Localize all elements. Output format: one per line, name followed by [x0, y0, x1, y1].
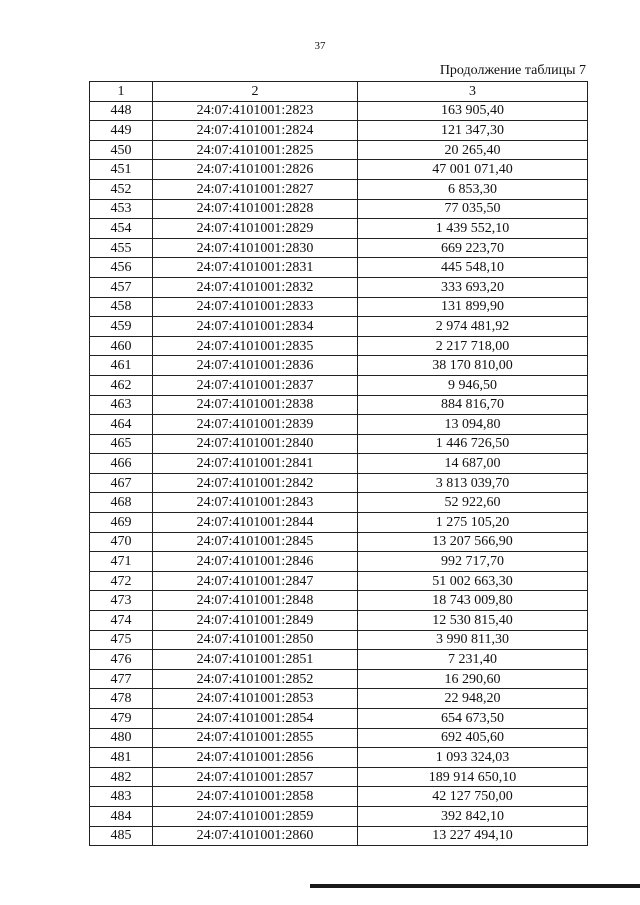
table-row [90, 415, 588, 435]
row-number-cell: 469 [90, 513, 153, 533]
table-row [90, 356, 588, 376]
row-number-cell: 479 [90, 709, 153, 729]
row-number-cell: 482 [90, 767, 153, 787]
row-number-cell: 460 [90, 336, 153, 356]
row-number-cell: 464 [90, 415, 153, 435]
row-number-cell: 481 [90, 748, 153, 768]
row-number-cell: 465 [90, 434, 153, 454]
value-cell: 3 990 811,30 [358, 630, 588, 650]
cadastral-number-cell: 24:07:4101001:2840 [153, 434, 358, 454]
value-cell: 692 405,60 [358, 728, 588, 748]
cadastral-number-cell: 24:07:4101001:2827 [153, 179, 358, 199]
cadastral-number-cell: 24:07:4101001:2857 [153, 767, 358, 787]
table-row [90, 140, 588, 160]
cadastral-number-cell: 24:07:4101001:2851 [153, 650, 358, 670]
value-cell: 7 231,40 [358, 650, 588, 670]
row-number-cell: 463 [90, 395, 153, 415]
cadastral-number-cell: 24:07:4101001:2834 [153, 317, 358, 337]
row-number-cell: 480 [90, 728, 153, 748]
table-row [90, 336, 588, 356]
table-row [90, 434, 588, 454]
cadastral-number-cell: 24:07:4101001:2855 [153, 728, 358, 748]
cadastral-number-cell: 24:07:4101001:2859 [153, 806, 358, 826]
cadastral-number-cell: 24:07:4101001:2845 [153, 532, 358, 552]
cadastral-number-cell: 24:07:4101001:2854 [153, 709, 358, 729]
row-number-cell: 457 [90, 277, 153, 297]
table-row [90, 748, 588, 768]
value-cell: 13 094,80 [358, 415, 588, 435]
value-cell: 9 946,50 [358, 375, 588, 395]
table-row [90, 650, 588, 670]
value-cell: 52 922,60 [358, 493, 588, 513]
table-row [90, 121, 588, 141]
value-cell: 121 347,30 [358, 121, 588, 141]
row-number-cell: 461 [90, 356, 153, 376]
row-number-cell: 473 [90, 591, 153, 611]
data-table [89, 81, 588, 846]
row-number-cell: 468 [90, 493, 153, 513]
cadastral-number-cell: 24:07:4101001:2849 [153, 611, 358, 631]
page-number: 37 [314, 40, 326, 52]
row-number-cell: 472 [90, 571, 153, 591]
table-row [90, 238, 588, 258]
value-cell: 1 093 324,03 [358, 748, 588, 768]
cadastral-number-cell: 24:07:4101001:2823 [153, 101, 358, 121]
value-cell: 1 439 552,10 [358, 219, 588, 239]
row-number-cell: 470 [90, 532, 153, 552]
row-number-cell: 474 [90, 611, 153, 631]
column-header: 1 [90, 82, 153, 102]
cadastral-number-cell: 24:07:4101001:2839 [153, 415, 358, 435]
value-cell: 3 813 039,70 [358, 473, 588, 493]
table-row [90, 317, 588, 337]
table-row [90, 101, 588, 121]
row-number-cell: 475 [90, 630, 153, 650]
row-number-cell: 471 [90, 552, 153, 572]
row-number-cell: 478 [90, 689, 153, 709]
value-cell: 992 717,70 [358, 552, 588, 572]
table-row [90, 199, 588, 219]
table-row [90, 552, 588, 572]
cadastral-number-cell: 24:07:4101001:2836 [153, 356, 358, 376]
value-cell: 163 905,40 [358, 101, 588, 121]
cadastral-number-cell: 24:07:4101001:2852 [153, 669, 358, 689]
cadastral-number-cell: 24:07:4101001:2842 [153, 473, 358, 493]
row-number-cell: 448 [90, 101, 153, 121]
table-header-row [90, 82, 588, 102]
table-row [90, 473, 588, 493]
table-row [90, 297, 588, 317]
table-row [90, 728, 588, 748]
row-number-cell: 454 [90, 219, 153, 239]
cadastral-number-cell: 24:07:4101001:2826 [153, 160, 358, 180]
row-number-cell: 466 [90, 454, 153, 474]
cadastral-number-cell: 24:07:4101001:2831 [153, 258, 358, 278]
row-number-cell: 452 [90, 179, 153, 199]
value-cell: 1 446 726,50 [358, 434, 588, 454]
value-cell: 131 899,90 [358, 297, 588, 317]
table-row [90, 630, 588, 650]
row-number-cell: 455 [90, 238, 153, 258]
value-cell: 669 223,70 [358, 238, 588, 258]
value-cell: 51 002 663,30 [358, 571, 588, 591]
cadastral-number-cell: 24:07:4101001:2828 [153, 199, 358, 219]
value-cell: 654 673,50 [358, 709, 588, 729]
table-row [90, 806, 588, 826]
value-cell: 16 290,60 [358, 669, 588, 689]
value-cell: 77 035,50 [358, 199, 588, 219]
row-number-cell: 458 [90, 297, 153, 317]
cadastral-number-cell: 24:07:4101001:2830 [153, 238, 358, 258]
value-cell: 14 687,00 [358, 454, 588, 474]
value-cell: 18 743 009,80 [358, 591, 588, 611]
cadastral-number-cell: 24:07:4101001:2835 [153, 336, 358, 356]
cadastral-number-cell: 24:07:4101001:2846 [153, 552, 358, 572]
column-header: 2 [153, 82, 358, 102]
cadastral-number-cell: 24:07:4101001:2837 [153, 375, 358, 395]
cadastral-number-cell: 24:07:4101001:2832 [153, 277, 358, 297]
value-cell: 42 127 750,00 [358, 787, 588, 807]
table-body [90, 101, 588, 846]
table-row [90, 395, 588, 415]
table-row [90, 454, 588, 474]
table-row [90, 591, 588, 611]
cadastral-number-cell: 24:07:4101001:2838 [153, 395, 358, 415]
row-number-cell: 453 [90, 199, 153, 219]
row-number-cell: 451 [90, 160, 153, 180]
table-row [90, 219, 588, 239]
value-cell: 392 842,10 [358, 806, 588, 826]
value-cell: 47 001 071,40 [358, 160, 588, 180]
scan-edge-line [310, 884, 640, 888]
value-cell: 2 217 718,00 [358, 336, 588, 356]
row-number-cell: 484 [90, 806, 153, 826]
value-cell: 445 548,10 [358, 258, 588, 278]
table-row [90, 611, 588, 631]
table-row [90, 767, 588, 787]
table-row [90, 571, 588, 591]
cadastral-number-cell: 24:07:4101001:2844 [153, 513, 358, 533]
row-number-cell: 477 [90, 669, 153, 689]
value-cell: 189 914 650,10 [358, 767, 588, 787]
table-row [90, 258, 588, 278]
row-number-cell: 449 [90, 121, 153, 141]
row-number-cell: 483 [90, 787, 153, 807]
table-row [90, 277, 588, 297]
table-row [90, 493, 588, 513]
row-number-cell: 462 [90, 375, 153, 395]
table-row [90, 375, 588, 395]
value-cell: 2 974 481,92 [358, 317, 588, 337]
row-number-cell: 459 [90, 317, 153, 337]
row-number-cell: 450 [90, 140, 153, 160]
table-row [90, 532, 588, 552]
cadastral-number-cell: 24:07:4101001:2825 [153, 140, 358, 160]
value-cell: 1 275 105,20 [358, 513, 588, 533]
cadastral-number-cell: 24:07:4101001:2829 [153, 219, 358, 239]
row-number-cell: 467 [90, 473, 153, 493]
value-cell: 333 693,20 [358, 277, 588, 297]
value-cell: 22 948,20 [358, 689, 588, 709]
value-cell: 13 207 566,90 [358, 532, 588, 552]
cadastral-number-cell: 24:07:4101001:2824 [153, 121, 358, 141]
cadastral-number-cell: 24:07:4101001:2847 [153, 571, 358, 591]
cadastral-number-cell: 24:07:4101001:2853 [153, 689, 358, 709]
cadastral-number-cell: 24:07:4101001:2848 [153, 591, 358, 611]
table-row [90, 513, 588, 533]
cadastral-number-cell: 24:07:4101001:2856 [153, 748, 358, 768]
cadastral-number-cell: 24:07:4101001:2858 [153, 787, 358, 807]
cadastral-number-cell: 24:07:4101001:2860 [153, 826, 358, 846]
table-row [90, 826, 588, 846]
cadastral-number-cell: 24:07:4101001:2841 [153, 454, 358, 474]
row-number-cell: 485 [90, 826, 153, 846]
row-number-cell: 456 [90, 258, 153, 278]
value-cell: 6 853,30 [358, 179, 588, 199]
value-cell: 884 816,70 [358, 395, 588, 415]
value-cell: 38 170 810,00 [358, 356, 588, 376]
cadastral-number-cell: 24:07:4101001:2833 [153, 297, 358, 317]
cadastral-number-cell: 24:07:4101001:2850 [153, 630, 358, 650]
table-continuation-label: Продолжение таблицы 7 [439, 63, 586, 78]
table-row [90, 669, 588, 689]
value-cell: 20 265,40 [358, 140, 588, 160]
table-row [90, 689, 588, 709]
table-row [90, 160, 588, 180]
table-row [90, 787, 588, 807]
value-cell: 12 530 815,40 [358, 611, 588, 631]
value-cell: 13 227 494,10 [358, 826, 588, 846]
row-number-cell: 476 [90, 650, 153, 670]
table-row [90, 709, 588, 729]
cadastral-number-cell: 24:07:4101001:2843 [153, 493, 358, 513]
table-row [90, 179, 588, 199]
column-header: 3 [358, 82, 588, 102]
